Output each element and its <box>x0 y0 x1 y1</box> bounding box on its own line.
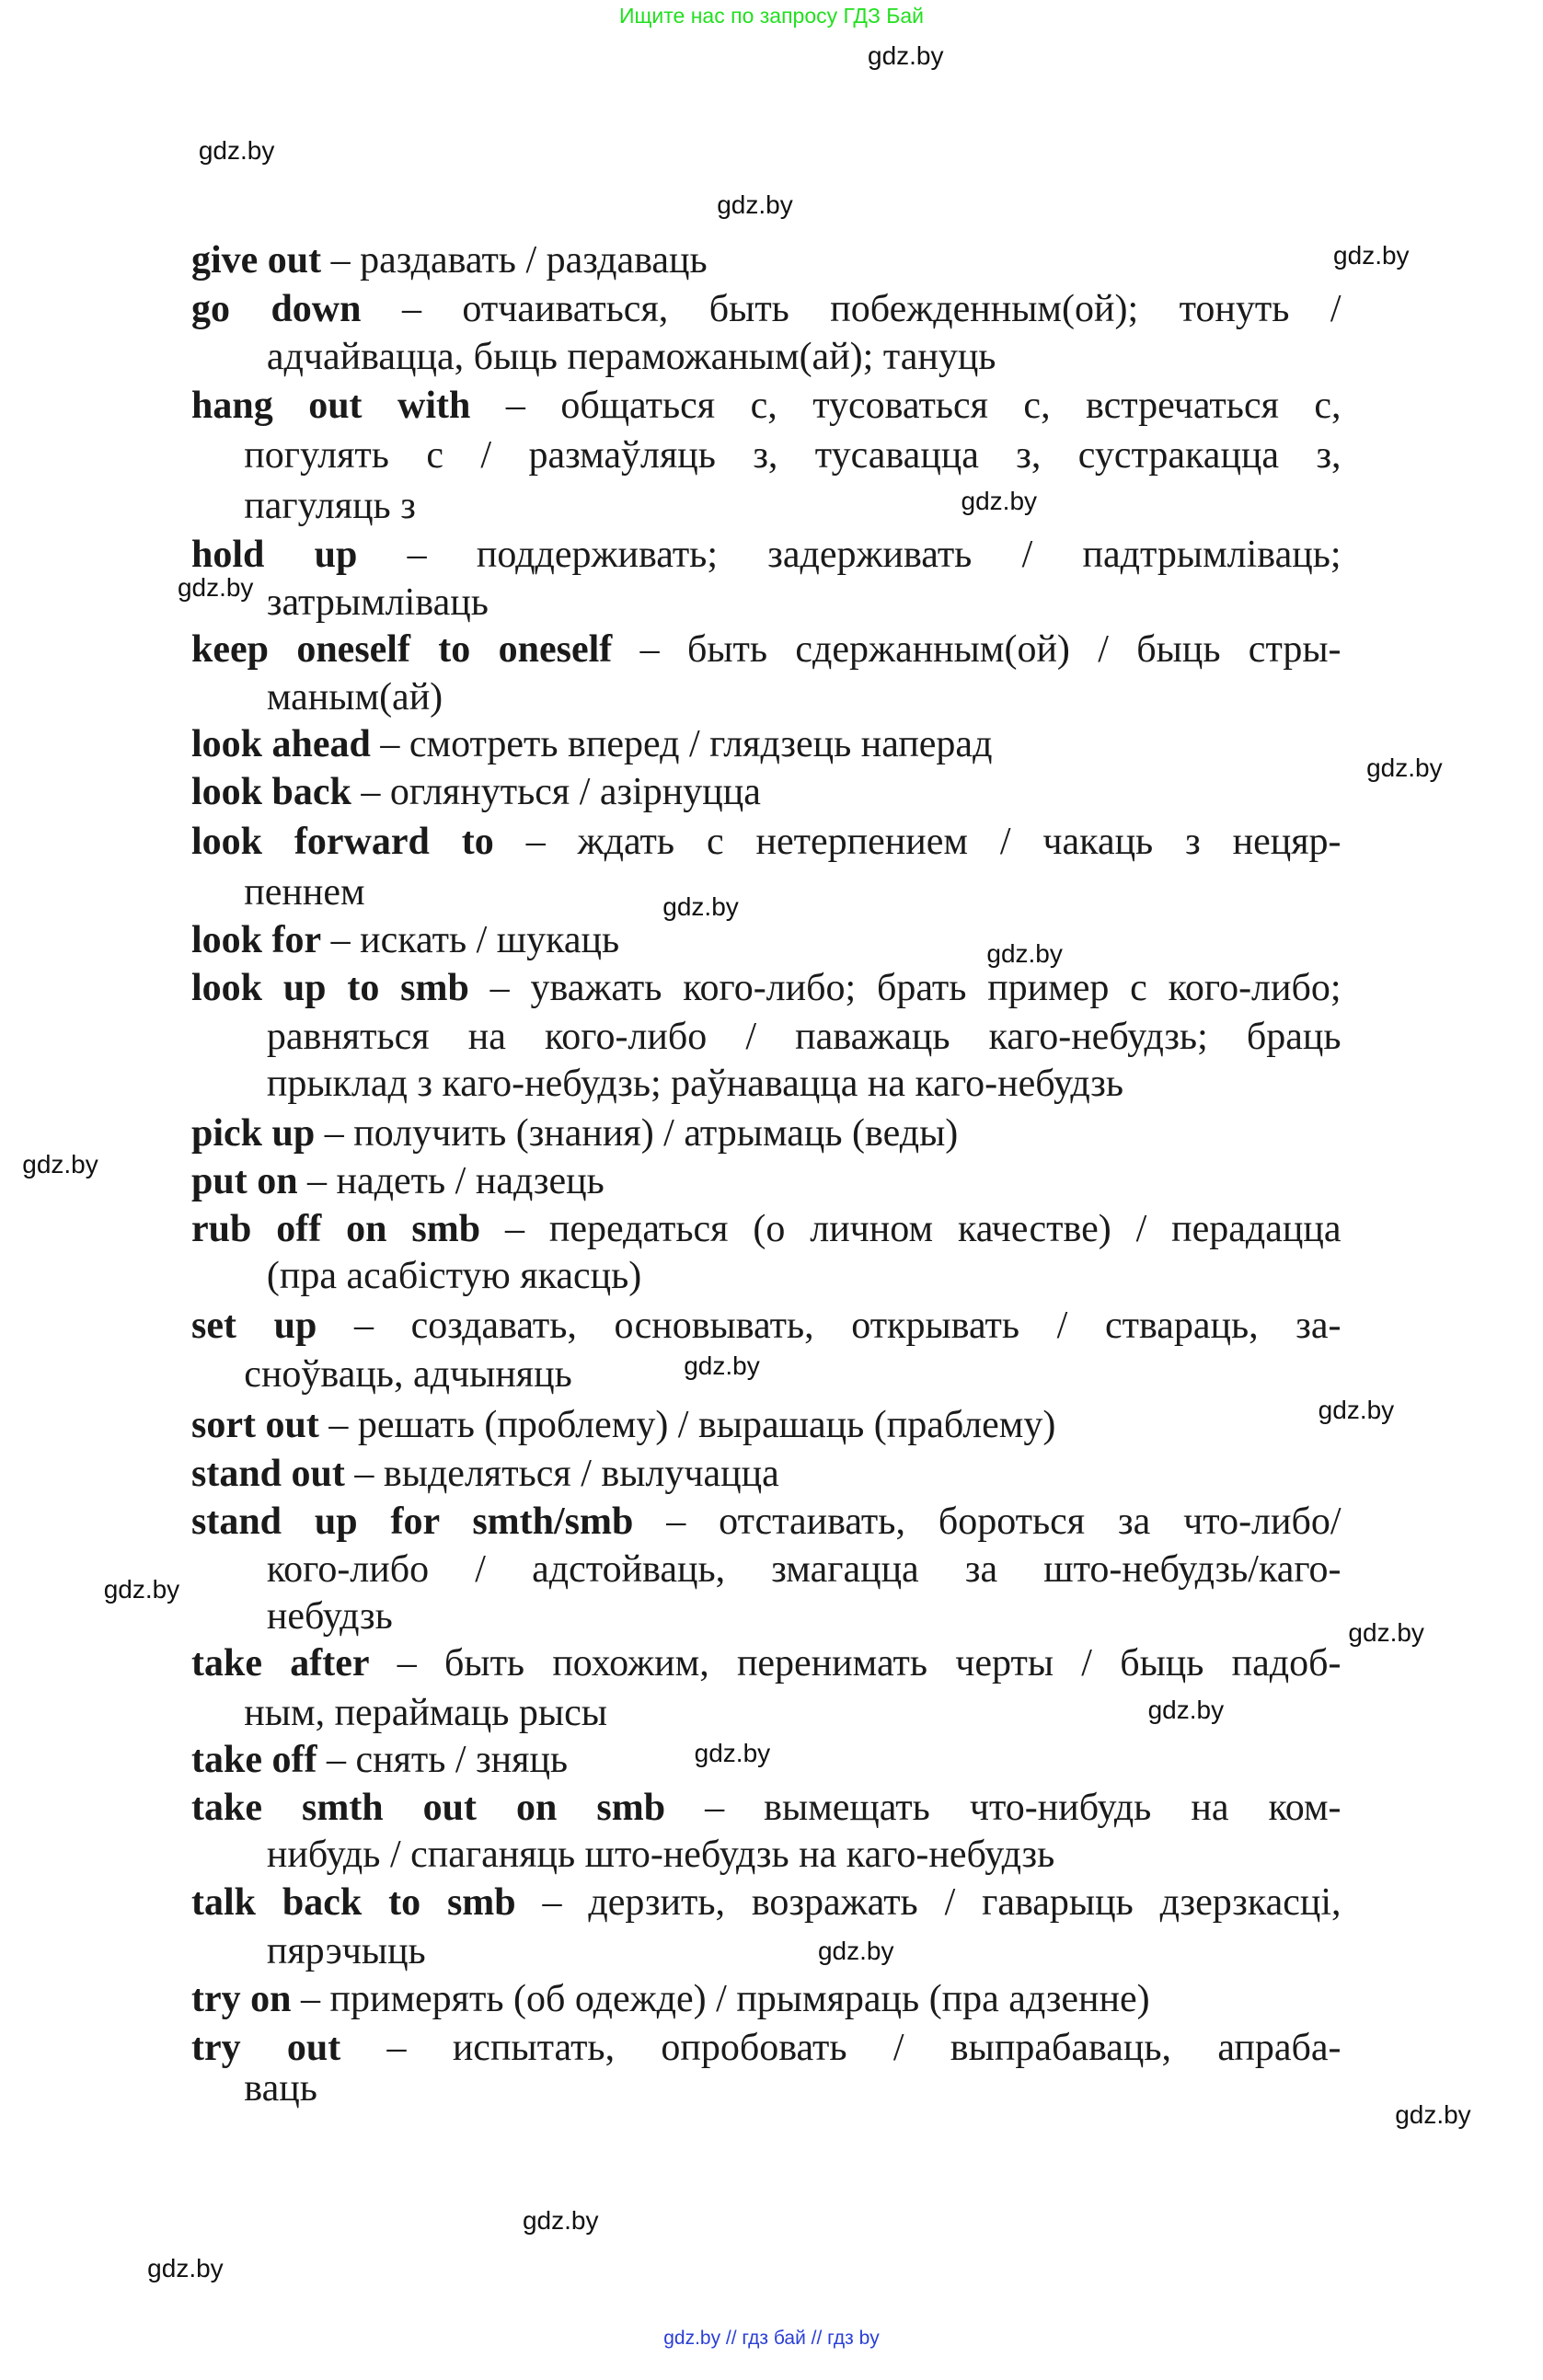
entry-definition: – получить (знания) / атрымаць (веды) <box>315 1111 959 1155</box>
entry-definition: – раздавать / раздаваць <box>321 239 708 282</box>
entry-definition: (пра асабістую якасць) <box>266 1255 642 1298</box>
watermark-text: gdz.by <box>1348 1618 1424 1648</box>
entry-definition: затрымліваць <box>266 581 489 625</box>
watermark-text: gdz.by <box>986 938 1063 968</box>
glossary-entry-continuation <box>267 1546 1341 1593</box>
entry-definition: – надеть / надзець <box>297 1159 605 1202</box>
entry-term: hang out with <box>190 384 471 427</box>
glossary-entry-continuation <box>267 1592 393 1640</box>
glossary-entry-continuation <box>244 1351 571 1398</box>
entry-term: stand out <box>190 1452 345 1495</box>
entry-definition: пагуляць з <box>244 485 416 528</box>
watermark-text: gdz.by <box>1318 1395 1395 1424</box>
entry-definition: – ждать с нетерпением / чакаць з нецяр- <box>493 821 1341 864</box>
entry-definition: пярэчыць <box>266 1929 426 1972</box>
glossary-entry-continuation <box>244 482 416 530</box>
glossary-entry-continuation <box>244 1689 607 1737</box>
footer-links: gdz.by // гдз бай // гдз by <box>663 2328 880 2349</box>
entry-definition: – поддерживать; задерживать / падтрымліваць; <box>357 533 1341 576</box>
entry-term: look forward to <box>190 821 494 864</box>
glossary-entry-continuation <box>267 1252 641 1300</box>
entry-definition: – отстаивать, бороться за что-либо/ <box>633 1500 1341 1544</box>
entry-definition: – искать / шукаць <box>321 918 620 961</box>
entry-definition: – примерять (об одежде) / прымяраць (пра адзенне) <box>291 1978 1150 2021</box>
glossary-entry-continuation <box>267 1831 1054 1879</box>
glossary-entry <box>191 1205 1341 1253</box>
glossary-entry <box>191 1401 1055 1449</box>
watermark-text: gdz.by <box>22 1149 98 1179</box>
glossary-entry <box>191 236 708 284</box>
glossary-entry <box>191 382 1341 430</box>
entry-term: set up <box>190 1305 317 1348</box>
watermark-text: gdz.by <box>684 1351 760 1381</box>
entry-term: take off <box>190 1738 317 1781</box>
entry-term: look for <box>190 918 322 961</box>
watermark-text: gdz.by <box>147 2254 224 2283</box>
watermark-text: gdz.by <box>1333 241 1410 270</box>
entry-definition: кого-либо / адстойваць, змагацца за што-небудзь/каго- <box>266 1548 1341 1592</box>
entry-term: put on <box>190 1159 298 1202</box>
entry-term: hold up <box>190 533 358 576</box>
entry-definition: – отчаиваться, быть побежденным(ой); тонуть / <box>361 287 1341 330</box>
glossary-entry <box>191 1157 605 1205</box>
entry-term: look up to smb <box>190 967 469 1010</box>
entry-term: rub off on smb <box>190 1208 481 1251</box>
glossary-entry <box>191 1975 1150 2023</box>
glossary-entry <box>191 1639 1341 1687</box>
entry-definition: адчайвацца, быць пераможаным(ай); тануць <box>266 336 996 379</box>
glossary-entry-continuation <box>267 333 996 381</box>
glossary-entry-continuation <box>244 868 364 916</box>
entry-definition: небудзь <box>266 1595 393 1638</box>
search-hint-banner: Ищите нас по запросу ГДЗ Бай <box>618 4 925 28</box>
glossary-entry <box>191 1302 1341 1350</box>
entry-definition: прыклад з каго-небудзь; раўнавацца на каго-небудзь <box>266 1062 1123 1105</box>
entry-definition: – выделяться / вылучацца <box>344 1452 779 1495</box>
watermark-text: gdz.by <box>177 572 254 602</box>
glossary-entry <box>191 2024 1341 2072</box>
entry-definition: пеннем <box>244 870 365 914</box>
entry-definition: ваць <box>244 2066 317 2110</box>
glossary-entry-continuation <box>267 1927 426 1975</box>
entry-definition: – оглянуться / азірнуцца <box>351 771 761 814</box>
watermark-text: gdz.by <box>961 487 1038 516</box>
watermark-text: gdz.by <box>868 40 944 70</box>
glossary-entry-continuation <box>244 431 1341 479</box>
entry-term: try out <box>190 2026 341 2069</box>
entry-definition: – общаться с, тусоваться с, встречаться с, <box>470 384 1341 427</box>
entry-term: give out <box>190 239 322 282</box>
glossary-entry <box>191 818 1341 866</box>
glossary-entry <box>191 1784 1341 1832</box>
glossary-entry <box>191 1879 1341 1926</box>
glossary-entry-continuation <box>267 579 489 627</box>
entry-definition: – передаться (о личном качестве) / перадацца <box>480 1208 1341 1251</box>
glossary-entry <box>191 626 1341 673</box>
entry-term: go down <box>190 287 362 330</box>
entry-definition: – быть похожим, перенимать черты / быць падоб- <box>369 1642 1341 1685</box>
glossary-entry-continuation <box>267 1060 1123 1108</box>
entry-term: take smth out on smb <box>190 1787 666 1830</box>
entry-definition: нибудь / спаганяць што-небудзь на каго-небудзь <box>266 1834 1055 1876</box>
entry-definition: – смотреть вперед / глядзець наперад <box>370 723 993 766</box>
watermark-text: gdz.by <box>694 1739 771 1768</box>
glossary-entry <box>191 1736 568 1784</box>
watermark-text: gdz.by <box>1366 753 1443 783</box>
glossary-entry <box>191 768 761 816</box>
entry-definition: – решать (проблему) / вырашаць (праблему) <box>318 1404 1056 1447</box>
glossary-entry <box>191 1498 1341 1546</box>
entry-definition: сноўваць, адчыняць <box>244 1352 572 1396</box>
entry-definition: – вымещать что-нибудь на ком- <box>665 1787 1341 1830</box>
watermark-text: gdz.by <box>198 135 275 165</box>
watermark-text: gdz.by <box>1147 1695 1225 1724</box>
watermark-text: gdz.by <box>1395 2100 1471 2130</box>
entry-definition: равняться на кого-либо / паважаць каго-небудзь; браць <box>266 1015 1341 1058</box>
entry-term: sort out <box>190 1404 319 1447</box>
entry-definition: – снять / зняць <box>317 1738 569 1781</box>
glossary-entry <box>191 531 1341 579</box>
entry-definition: маным(ай) <box>266 676 443 719</box>
glossary-entry <box>191 916 619 964</box>
entry-definition: ным, пераймаць рысы <box>244 1692 607 1735</box>
watermark-text: gdz.by <box>662 891 739 921</box>
watermark-text: gdz.by <box>717 190 793 219</box>
glossary-entry <box>191 1450 779 1498</box>
entry-definition: – испытать, опробовать / выпрабаваць, апраба- <box>340 2026 1341 2069</box>
glossary-entry-continuation <box>267 1013 1341 1061</box>
glossary-entry <box>191 720 992 768</box>
entry-term: try on <box>190 1978 292 2021</box>
watermark-text: gdz.by <box>817 1936 894 1965</box>
entry-term: keep oneself to oneself <box>190 627 613 671</box>
glossary-entry <box>191 285 1341 333</box>
glossary-entry <box>191 964 1341 1012</box>
glossary-entry-continuation <box>244 2064 317 2112</box>
entry-definition: погулять с / размаўляць з, тусавацца з, сустракацца з, <box>244 433 1341 477</box>
entry-term: look ahead <box>190 723 371 766</box>
entry-definition: – уважать кого-либо; брать пример с кого-либо; <box>468 967 1341 1010</box>
entry-term: stand up for smth/smb <box>190 1500 634 1544</box>
watermark-text: gdz.by <box>103 1574 180 1604</box>
entry-definition: – создавать, основывать, открывать / ствараць, за- <box>317 1305 1341 1348</box>
watermark-text: gdz.by <box>522 2205 599 2235</box>
entry-term: talk back to smb <box>190 1881 516 1925</box>
entry-definition: – дерзить, возражать / гаварыць дзерзкасці, <box>515 1881 1341 1925</box>
entry-definition: – быть сдержанным(ой) / быць стры- <box>612 627 1341 671</box>
entry-term: pick up <box>190 1111 316 1155</box>
glossary-entry <box>191 1110 958 1157</box>
entry-term: look back <box>190 771 351 814</box>
glossary-entry-continuation <box>267 673 443 721</box>
entry-term: take after <box>190 1642 370 1685</box>
